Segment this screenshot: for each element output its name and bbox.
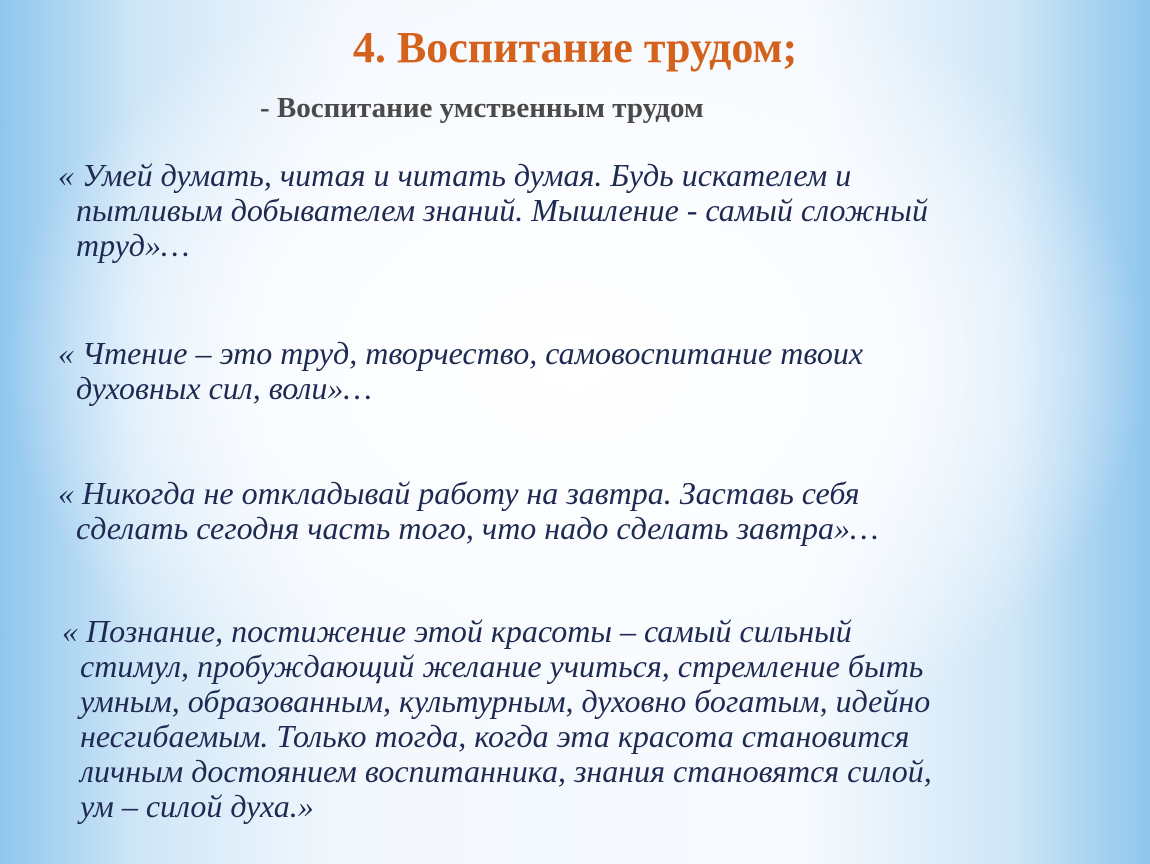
quote-4-line-3: умным, образованным, культурным, духовно богатым, идейно	[80, 683, 931, 719]
quote-1-line-2: пытливым добывателем знаний. Мышление - самый сложный	[76, 192, 928, 228]
quote-4-line-2: стимул, пробуждающий желание учиться, стремление быть	[80, 648, 924, 684]
quote-4-line-6: ум – силой духа.»	[80, 788, 314, 824]
quote-4-line-1: « Познание, постижение этой красоты – самый сильный	[62, 613, 852, 649]
quote-4-line-5: личным достоянием воспитанника, знания становятся силой,	[80, 753, 932, 789]
quote-3-line-1: « Никогда не откладывай работу на завтра. Заставь себя	[58, 475, 860, 511]
quote-4	[62, 614, 1122, 824]
quote-4-line-4: несгибаемым. Только тогда, когда эта красота становится	[80, 718, 910, 754]
quote-3-line-2: сделать сегодня часть того, что надо сделать завтра»…	[76, 510, 879, 546]
slide-title: 4. Воспитание трудом;	[352, 23, 798, 72]
quote-2-line-2: духовных сил, воли»…	[76, 370, 372, 406]
quote-1-line-3: труд»…	[76, 227, 190, 263]
slide-subtitle: - Воспитание умственным трудом	[260, 92, 704, 124]
quote-1-line-1: « Умей думать, читая и читать думая. Будь искателем и	[58, 157, 852, 193]
quote-2-line-1: « Чтение – это труд, творчество, самовоспитание твоих	[58, 335, 864, 371]
quote-1	[58, 158, 1118, 263]
quote-2	[58, 336, 1118, 406]
quote-3	[58, 476, 1118, 546]
